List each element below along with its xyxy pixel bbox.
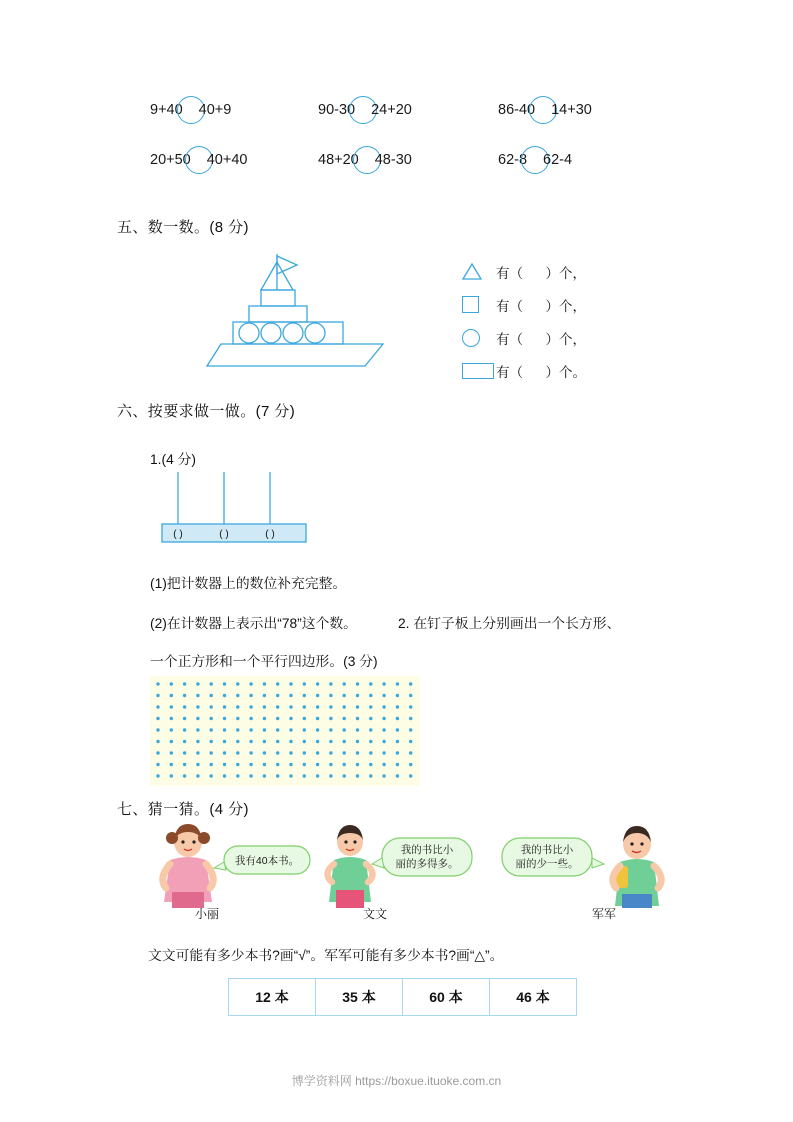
speech-bubble-1 xyxy=(214,846,310,874)
expression-left: 62-8 xyxy=(498,152,528,168)
section-6-heading: 六、按要求做一做。(7 分) xyxy=(117,403,296,420)
section-6-question-1: (1)把计数器上的数位补充完整。 xyxy=(150,576,347,591)
choice-cell[interactable]: 46 本 xyxy=(490,979,577,1016)
section-6-question-3: 2. 在钉子板上分别画出一个长方形、 xyxy=(398,616,621,631)
section-6-sub1: 1.(4 分) xyxy=(150,452,196,467)
expression-left: 48+20 xyxy=(318,152,359,168)
comparison-item xyxy=(150,96,318,124)
section-7-question-text: 文文可能有多少本书?画“√”。军军可能有多少本书?画“△”。 xyxy=(148,948,504,963)
legend-label: 有（ ）个， xyxy=(496,265,587,281)
svg-text:我的书比小: 我的书比小 xyxy=(520,844,574,856)
legend-item xyxy=(462,291,692,318)
section-7-question xyxy=(148,944,503,964)
speech-bubble-2 xyxy=(372,838,472,876)
comparison-item xyxy=(498,96,668,124)
expression-right: 48-30 xyxy=(374,152,412,168)
expression-right: 24+20 xyxy=(371,102,412,118)
expression-left: 86-40 xyxy=(498,102,536,118)
triangle-icon xyxy=(462,263,496,280)
expression-right: 14+30 xyxy=(551,102,592,118)
svg-text:丽的少一些。: 丽的少一些。 xyxy=(515,858,579,870)
circle-icon xyxy=(462,329,496,347)
character-name-3: 军军 xyxy=(592,907,617,921)
svg-text:( ): ( ) xyxy=(265,529,275,540)
expression-left: 9+40 xyxy=(150,102,183,118)
comparison-item xyxy=(318,96,498,124)
section-5-heading: 五、数一数。(8 分) xyxy=(117,219,249,236)
comparison-item xyxy=(498,146,668,174)
table-row xyxy=(229,979,577,1016)
character-wenwen xyxy=(327,825,372,908)
boat-figure xyxy=(205,248,425,378)
page-footer: 博学资料网 https://boxue.ituoke.com.cn xyxy=(291,1074,502,1088)
legend-label: 有（ ）个， xyxy=(496,298,587,314)
svg-text:丽的多得多。: 丽的多得多。 xyxy=(395,858,459,870)
legend-label: 有（ ）个。 xyxy=(496,364,587,380)
comparison-row xyxy=(150,96,670,124)
character-name-1: 小丽 xyxy=(195,907,220,921)
svg-text:( ): ( ) xyxy=(219,529,229,540)
rectangle-icon xyxy=(462,363,496,379)
expression-left: 90-30 xyxy=(318,102,356,118)
answer-choice-table xyxy=(228,978,577,1016)
legend-item xyxy=(462,258,692,285)
expression-right: 40+9 xyxy=(198,102,232,118)
section-7-heading: 七、猜一猜。(4 分) xyxy=(117,801,249,818)
expression-left: 20+50 xyxy=(150,152,191,168)
section-6-question-2: (2)在计数器上表示出“78”这个数。 xyxy=(150,616,357,631)
comparison-block xyxy=(150,96,670,196)
shape-count-legend xyxy=(462,258,692,390)
svg-text:我的书比小: 我的书比小 xyxy=(400,844,454,856)
legend-item xyxy=(462,324,692,351)
comparison-item xyxy=(318,146,498,174)
expression-right: 62-4 xyxy=(543,152,573,168)
character-name-2: 文文 xyxy=(363,907,388,921)
svg-text:( ): ( ) xyxy=(173,529,183,540)
legend-item xyxy=(462,357,692,384)
choice-cell[interactable]: 35 本 xyxy=(316,979,403,1016)
section-6-question-4: 一个正方形和一个平行四边形。(3 分) xyxy=(150,654,378,669)
speech-bubble-3 xyxy=(502,838,604,876)
choice-cell[interactable]: 60 本 xyxy=(403,979,490,1016)
character-junjun xyxy=(613,826,661,908)
expression-right: 40+40 xyxy=(206,152,248,168)
legend-label: 有（ ）个， xyxy=(496,331,587,347)
svg-text:我有40本书。: 我有40本书。 xyxy=(234,855,300,867)
abacus-counter-figure xyxy=(160,468,310,548)
nail-board-grid[interactable] xyxy=(150,676,420,786)
comparison-item xyxy=(150,146,318,174)
comparison-row xyxy=(150,146,670,174)
choice-cell[interactable]: 12 本 xyxy=(229,979,316,1016)
square-icon xyxy=(462,296,496,313)
character-xiaoli xyxy=(163,824,213,908)
